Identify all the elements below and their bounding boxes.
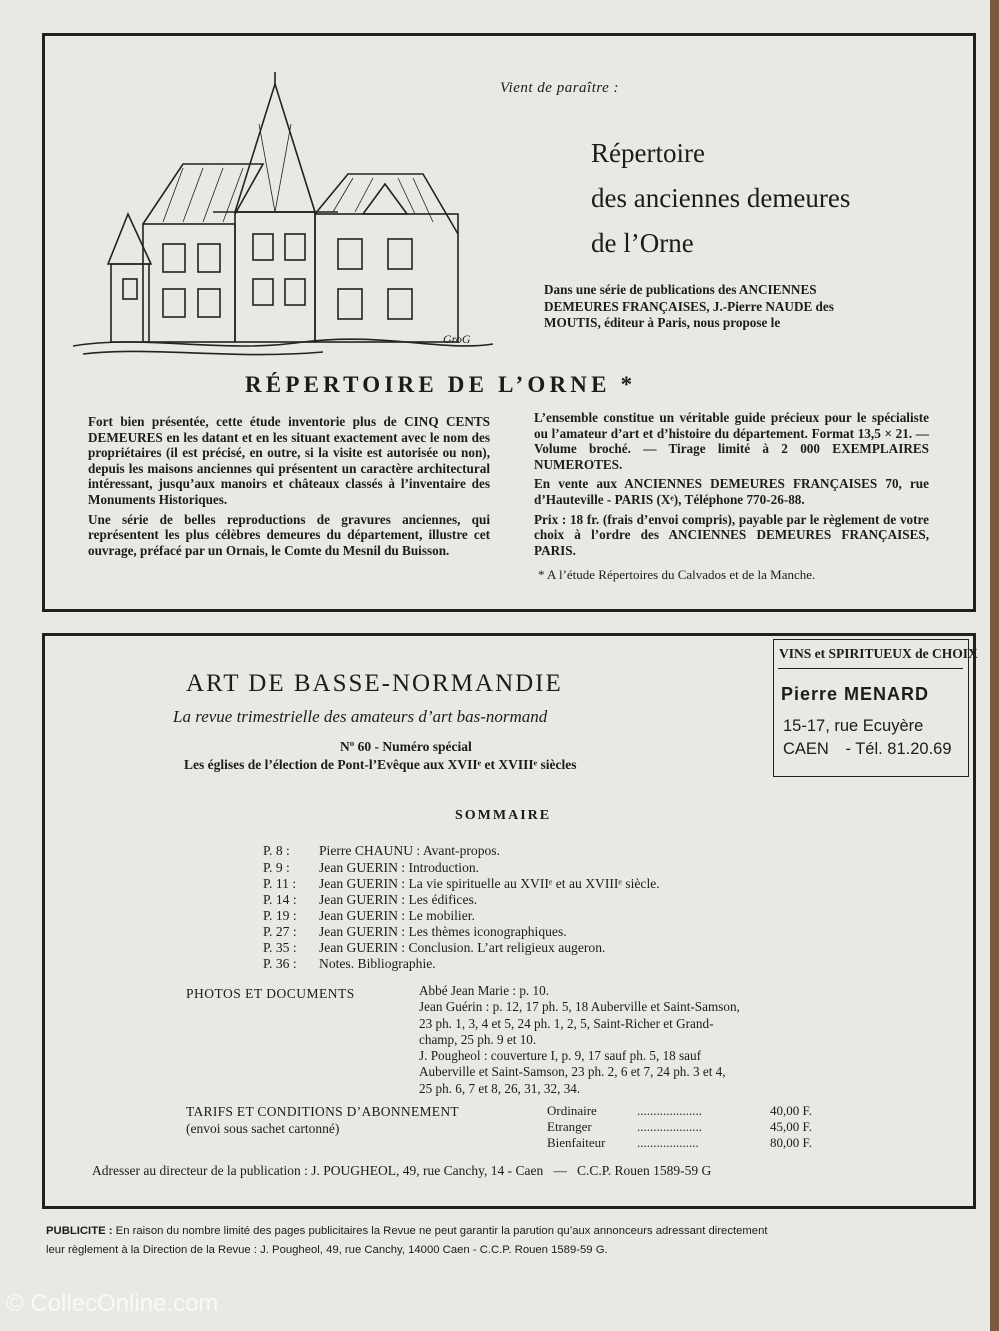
publication-address: Adresser au directeur de la publication : J. POUGHEOL, 49, rue Canchy, 14 - Caen — C.C.P. Rouen 1589-59 G <box>92 1163 712 1178</box>
wine-ad-street: 15-17, rue Ecuyère <box>783 717 924 735</box>
chateau-illustration <box>63 64 503 364</box>
toc-row: P. 35 : Jean GUERIN : Conclusion. L’art religieux augeron. <box>263 940 606 955</box>
wine-ad-divider <box>778 668 963 669</box>
wine-ad-phone: - Tél. 81.20.69 <box>845 740 952 758</box>
publicite-label: PUBLICITE : <box>46 1225 113 1237</box>
tarif-dots: .................... <box>637 1103 702 1118</box>
toc-row: P. 11 : Jean GUERIN : La vie spirituelle au XVIIᵉ et au XVIIIᵉ siècle. <box>263 876 660 891</box>
tarif-row: Etranger <box>547 1119 592 1134</box>
issue-topic: Les églises de l’élection de Pont-l’Evêque aux XVIIᵉ et XVIIIᵉ siècles <box>184 757 577 772</box>
intro-text: Vient de paraître : <box>500 80 620 96</box>
tarifs-heading: TARIFS ET CONDITIONS D’ABONNEMENT <box>186 1104 459 1119</box>
tarif-price: 45,00 F. <box>770 1119 812 1134</box>
tarif-dots: .................... <box>637 1119 702 1134</box>
publicite-notice: PUBLICITE : En raison du nombre limité des pages publicitaires la Revue ne peut garantir la parution qu’aux annonceurs adressant directement leur règlement à la Direction de la Revue : J. Pougheol, 49, rue Canchy, 14000 Caen - C.C.P. Rouen 1589-59 G. <box>46 1225 768 1256</box>
sommaire-heading: SOMMAIRE <box>455 808 552 823</box>
revue-subtitle: La revue trimestrielle des amateurs d’art bas-normand <box>173 707 548 726</box>
footnote: * A l’étude Répertoires du Calvados et de la Manche. <box>538 567 816 582</box>
wine-ad <box>773 639 978 777</box>
repertoire-ad-box <box>42 33 976 612</box>
tarif-row: Bienfaiteur <box>547 1135 606 1150</box>
repertoire-heading: RÉPERTOIRE DE L’ORNE * <box>245 372 637 397</box>
watermark: © CollecOnline.com <box>6 1290 219 1317</box>
toc-row: P. 8 : Pierre CHAUNU : Avant-propos. <box>263 843 500 858</box>
photos-credits: Abbé Jean Marie : p. 10. Jean Guérin : p. 12, 17 ph. 5, 18 Auberville et Saint-Samson, 23 ph. 1, 3, 4 et 5, 24 ph. 1, 2, 5, Saint-Richer et Grand- champ, 25 ph. 9 et 10. J. Pougheol : couverture I, p. 9, 17 sauf ph. 5, 18 sauf Auberville et Saint-Samson, 23 ph. 2, 6 et 7, 24 ph. 3 et 4, 25 ph. 6, 7 et 8, 26, 31, 32, 34. <box>419 983 740 1096</box>
photos-heading: PHOTOS ET DOCUMENTS <box>186 986 355 1001</box>
book-description: Dans une série de publications des ANCIENNES DEMEURES FRANÇAISES, J.-Pierre NAUDE des MOUTIS, éditeur à Paris, nous propose le <box>544 282 834 330</box>
tarif-price: 80,00 F. <box>770 1135 812 1150</box>
toc-row: P. 19 : Jean GUERIN : Le mobilier. <box>263 908 475 923</box>
toc-row: P. 9 : Jean GUERIN : Introduction. <box>263 860 480 875</box>
right-column: L’ensemble constitue un véritable guide précieux pour le spécialiste ou l’amateur d’art et d’histoire du département. Format 13,5 × 21. — Volume broché. — Tirage limité à 2 000 EXEMPLAIRES NUMEROTES. En vente aux ANCIENNES DEMEURES FRANÇAISES 70, rue d’Hauteville - PARIS (Xᵉ), Téléphone 770-26-88. Prix : 18 fr. (frais d’envoi compris), payable par le règlement de votre choix à l’ordre des ANCIENNES DEMEURES FRANÇAISES, PARIS. <box>534 410 929 558</box>
revue-title: ART DE BASSE-NORMANDIE <box>186 670 563 697</box>
wine-ad-city-line <box>783 740 952 759</box>
toc-row: P. 36 : Notes. Bibliographie. <box>263 956 436 971</box>
tarif-row: Ordinaire <box>547 1103 597 1118</box>
issue-number: Nº 60 - Numéro spécial <box>340 739 472 754</box>
wine-ad-header: VINS et SPIRITUEUX de CHOIX <box>779 646 978 661</box>
tarif-dots: ................... <box>637 1135 699 1150</box>
wine-ad-name: Pierre MENARD <box>781 684 930 704</box>
book-title: Répertoire des anciennes demeures de l’Orne <box>591 138 851 258</box>
toc-row: P. 27 : Jean GUERIN : Les thèmes iconographiques. <box>263 924 567 939</box>
left-column: Fort bien présentée, cette étude inventorie plus de CINQ CENTS DEMEURES en les datant et en les situant exactement avec le nom des propriétaires (il est précisé, en outre, si la visite est autorisée ou non), depuis les maisons anciennes qui présentent un caractère architectural intéressant, jusqu’aux manoirs et châteaux classés à l’inventaire des Monuments Historiques. Une série de belles reproductions de gravures anciennes, qui représentent les plus célèbres demeures du département, illustre cet ouvrage, préfacé par un Ornais, le Comte du Mesnil du Buisson. <box>88 414 490 558</box>
revue-ad-box <box>42 633 976 1209</box>
tarifs-subheading: (envoi sous sachet cartonné) <box>186 1121 340 1136</box>
toc-row: P. 14 : Jean GUERIN : Les édifices. <box>263 892 478 907</box>
wine-ad-city: CAEN <box>783 740 829 758</box>
tarif-price: 40,00 F. <box>770 1103 812 1118</box>
illustration-signature: GroG <box>443 332 471 346</box>
